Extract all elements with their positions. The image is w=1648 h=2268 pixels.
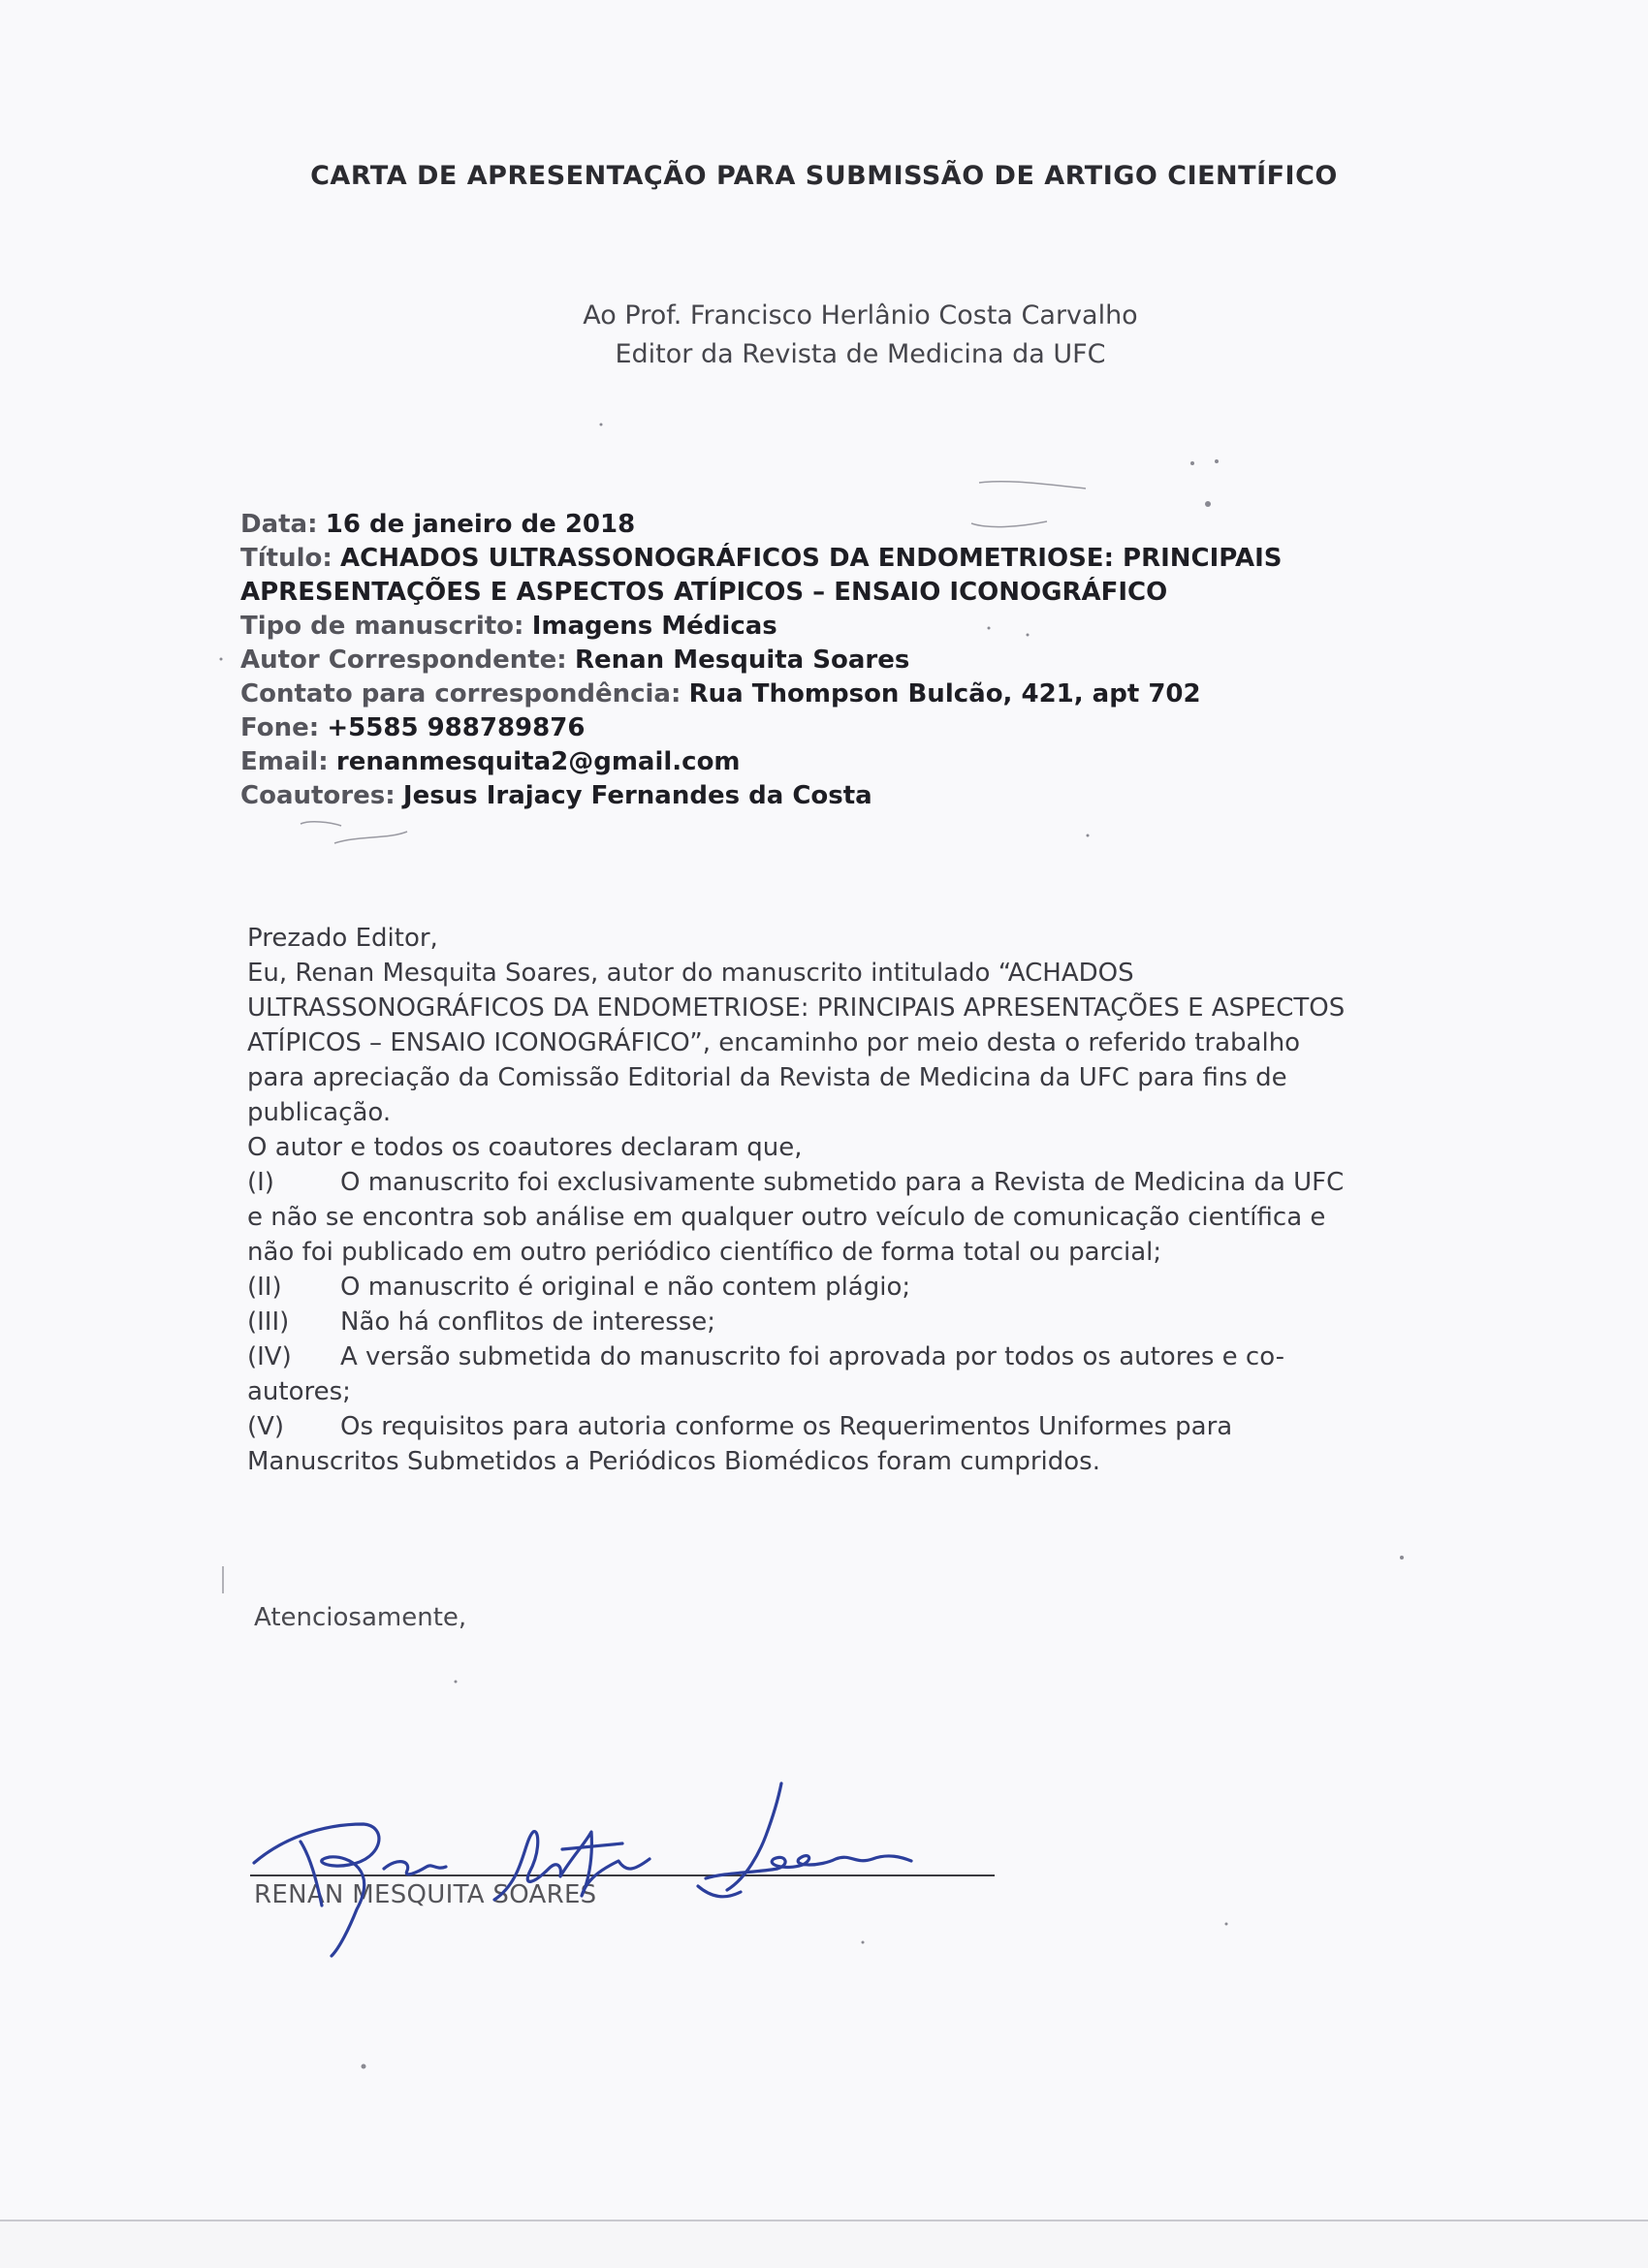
title-row [240, 542, 1501, 576]
declaration-item-5 [247, 1409, 1507, 1444]
title-value-line2: APRESENTAÇÕES E ASPECTOS ATÍPICOS – ENSAIO ICONOGRÁFICO [240, 578, 1168, 607]
contact-row [240, 677, 1501, 711]
manuscript-details [240, 508, 1501, 813]
intro-line-2: ULTRASSONOGRÁFICOS DA ENDOMETRIOSE: PRINCIPAIS APRESENTAÇÕES E ASPECTOS [247, 993, 1346, 1023]
item-number: (I) [247, 1168, 274, 1197]
signatory-name: RENAN MESQUITA SOARES [254, 1880, 597, 1909]
author-row [240, 644, 1501, 677]
email-value: renanmesquita2@gmail.com [335, 747, 741, 776]
date-label: Data: [240, 510, 318, 539]
closing-salutation: Atenciosamente, [254, 1603, 467, 1632]
author-value: Renan Mesquita Soares [574, 646, 910, 675]
coauthors-label: Coautores: [240, 781, 396, 810]
email-row [240, 745, 1501, 779]
declaration-item-1 [247, 1165, 1507, 1200]
date-row [240, 508, 1501, 542]
title-value-line1: ACHADOS ULTRASSONOGRÁFICOS DA ENDOMETRIOSE: PRINCIPAIS [340, 544, 1283, 573]
declaration-item-2 [247, 1270, 1507, 1305]
greeting: Prezado Editor, [247, 924, 438, 953]
type-value: Imagens Médicas [531, 612, 777, 641]
declaration-item-3 [247, 1305, 1507, 1339]
contact-label: Contato para correspondência: [240, 679, 681, 709]
item-text: A versão submetida do manuscrito foi aprovada por todos os autores e co- [340, 1342, 1284, 1371]
letter-body [247, 921, 1507, 1479]
addressee-block [0, 297, 1648, 374]
item-number: (III) [247, 1307, 290, 1337]
phone-label: Fone: [240, 713, 320, 742]
intro-line-1: Eu, Renan Mesquita Soares, autor do manuscrito intitulado “ACHADOS [247, 959, 1134, 988]
item-text: O manuscrito foi exclusivamente submetido para a Revista de Medicina da UFC [340, 1168, 1345, 1197]
item-text: Não há conflitos de interesse; [340, 1307, 716, 1337]
intro-line-5: publicação. [247, 1098, 392, 1127]
title-label: Título: [240, 544, 333, 573]
author-label: Autor Correspondente: [240, 646, 567, 675]
item-text: Os requisitos para autoria conforme os Requerimentos Uniformes para [340, 1412, 1233, 1441]
handwritten-signature [242, 1764, 979, 1958]
item-number: (IV) [247, 1342, 292, 1371]
date-value: 16 de janeiro de 2018 [325, 510, 636, 539]
addressee-role: Editor da Revista de Medicina da UFC [615, 339, 1106, 369]
coauthors-row [240, 779, 1501, 813]
title-row-continued [240, 576, 1501, 610]
item-number: (V) [247, 1412, 285, 1441]
declaration-item-4 [247, 1339, 1507, 1374]
coauthors-value: Jesus Irajacy Fernandes da Costa [402, 781, 872, 810]
declaration-intro: O autor e todos os coautores declaram que, [247, 1133, 803, 1162]
phone-value: +5585 988789876 [327, 713, 586, 742]
type-label: Tipo de manuscrito: [240, 612, 524, 641]
item-number: (II) [247, 1273, 282, 1302]
email-label: Email: [240, 747, 329, 776]
document-title: CARTA DE APRESENTAÇÃO PARA SUBMISSÃO DE ARTIGO CIENTÍFICO [310, 161, 1338, 191]
declaration-item-4-cont: autores; [247, 1377, 351, 1406]
declaration-item-1-cont-a: e não se encontra sob análise em qualquer outro veículo de comunicação científica e [247, 1203, 1326, 1232]
contact-value: Rua Thompson Bulcão, 421, apt 702 [688, 679, 1201, 709]
intro-line-4: para apreciação da Comissão Editorial da Revista de Medicina da UFC para fins de [247, 1063, 1287, 1092]
declaration-item-5-cont: Manuscritos Submetidos a Periódicos Biomédicos foram cumpridos. [247, 1447, 1100, 1476]
addressee-name: Ao Prof. Francisco Herlânio Costa Carvalho [583, 300, 1138, 331]
phone-row [240, 711, 1501, 745]
type-row [240, 610, 1501, 644]
intro-line-3: ATÍPICOS – ENSAIO ICONOGRÁFICO”, encaminho por meio desta o referido trabalho [247, 1028, 1301, 1057]
item-text: O manuscrito é original e não contem plágio; [340, 1273, 911, 1302]
declaration-item-1-cont-b: não foi publicado em outro periódico científico de forma total ou parcial; [247, 1238, 1162, 1267]
